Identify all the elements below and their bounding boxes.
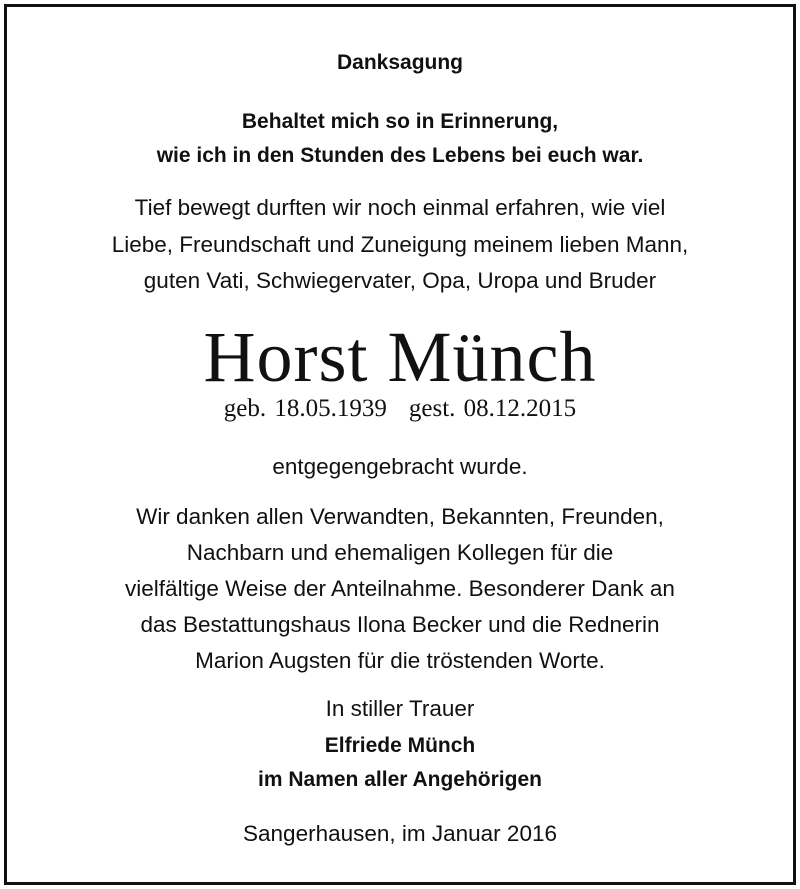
thanks-line: das Bestattungshaus Ilona Becker und die Rednerin (140, 612, 660, 637)
birth-date: geb. 18.05.1939 (223, 395, 387, 422)
mourning-line: In stiller Trauer (325, 696, 475, 721)
intro-line: Liebe, Freundschaft und Zuneigung meinem lieben Mann, (111, 232, 689, 257)
quote-line: wie ich in den Stunden des Lebens bei euch war. (156, 144, 644, 167)
intro-line: Tief bewegt durften wir noch einmal erfahren, wie viel (134, 195, 666, 220)
intro-line: guten Vati, Schwiegervater, Opa, Uropa und Bruder (143, 268, 657, 293)
thanks-line: Marion Augsten für die tröstenden Worte. (195, 648, 605, 673)
thanks-line: Wir danken allen Verwandten, Bekannten, Freunden, (136, 504, 664, 529)
place-date: Sangerhausen, im Januar 2016 (243, 821, 557, 846)
on-behalf-line: im Namen aller Angehörigen (258, 768, 542, 791)
obituary-frame (4, 4, 796, 885)
quote-line: Behaltet mich so in Erinnerung, (241, 110, 559, 133)
thanks-line: Nachbarn und ehemaligen Kollegen für die (186, 540, 614, 565)
heading: Danksagung (336, 51, 464, 74)
signer-name: Elfriede Münch (324, 734, 476, 757)
deceased-name: Horst Münch (203, 317, 597, 397)
life-dates (7, 395, 793, 423)
received-line: entgegengebracht wurde. (272, 454, 528, 479)
death-date: gest. 08.12.2015 (408, 395, 577, 422)
thanks-line: vielfältige Weise der Anteilnahme. Besonderer Dank an (125, 576, 675, 601)
